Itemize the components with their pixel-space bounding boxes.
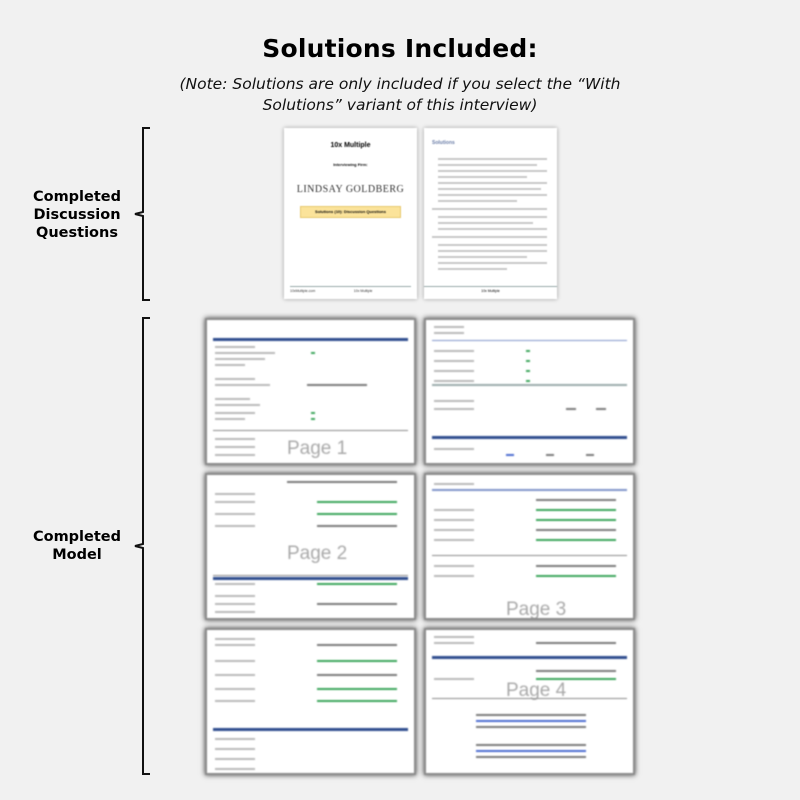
page-2-mark: Page 2 bbox=[287, 543, 348, 564]
solutions-heading: Solutions bbox=[432, 140, 455, 146]
discussion-label: Completed Discussion Questions bbox=[32, 189, 122, 241]
title: Solutions Included: bbox=[262, 34, 538, 63]
model-label: Completed Model bbox=[32, 529, 122, 563]
solutions-page bbox=[424, 128, 557, 299]
model-sheet-1 bbox=[205, 318, 416, 465]
page-3-mark: Page 3 bbox=[506, 599, 567, 620]
model-sheet-3 bbox=[205, 473, 416, 620]
model-sheet-6 bbox=[424, 628, 635, 775]
cover-footer-center: 10x Multiple bbox=[353, 289, 373, 293]
solutions-footer: 10x Multiple bbox=[424, 286, 557, 293]
cover-subtitle: Interviewing Firm: bbox=[333, 162, 368, 167]
page-4-mark: Page 4 bbox=[506, 680, 567, 701]
page-1-mark: Page 1 bbox=[287, 438, 348, 459]
model-sheet-4 bbox=[424, 473, 635, 620]
model-sheet-5 bbox=[205, 628, 416, 775]
note: (Note: Solutions are only included if you select the “With Solutions” variant of this interview) bbox=[179, 75, 621, 114]
cover-footer-left: 10xMultiple.com bbox=[290, 289, 316, 293]
model-sheet-2 bbox=[424, 318, 635, 465]
cover-highlight-box: Solutions (10): Discussion Questions bbox=[300, 206, 401, 218]
cover-firm-name: LINDSAY GOLDBERG bbox=[296, 184, 405, 195]
cover-page bbox=[284, 128, 417, 299]
discussion-brace bbox=[128, 126, 156, 302]
cover-brand: 10x Multiple bbox=[330, 142, 371, 149]
cover-footer bbox=[290, 286, 411, 293]
model-brace bbox=[128, 316, 156, 776]
